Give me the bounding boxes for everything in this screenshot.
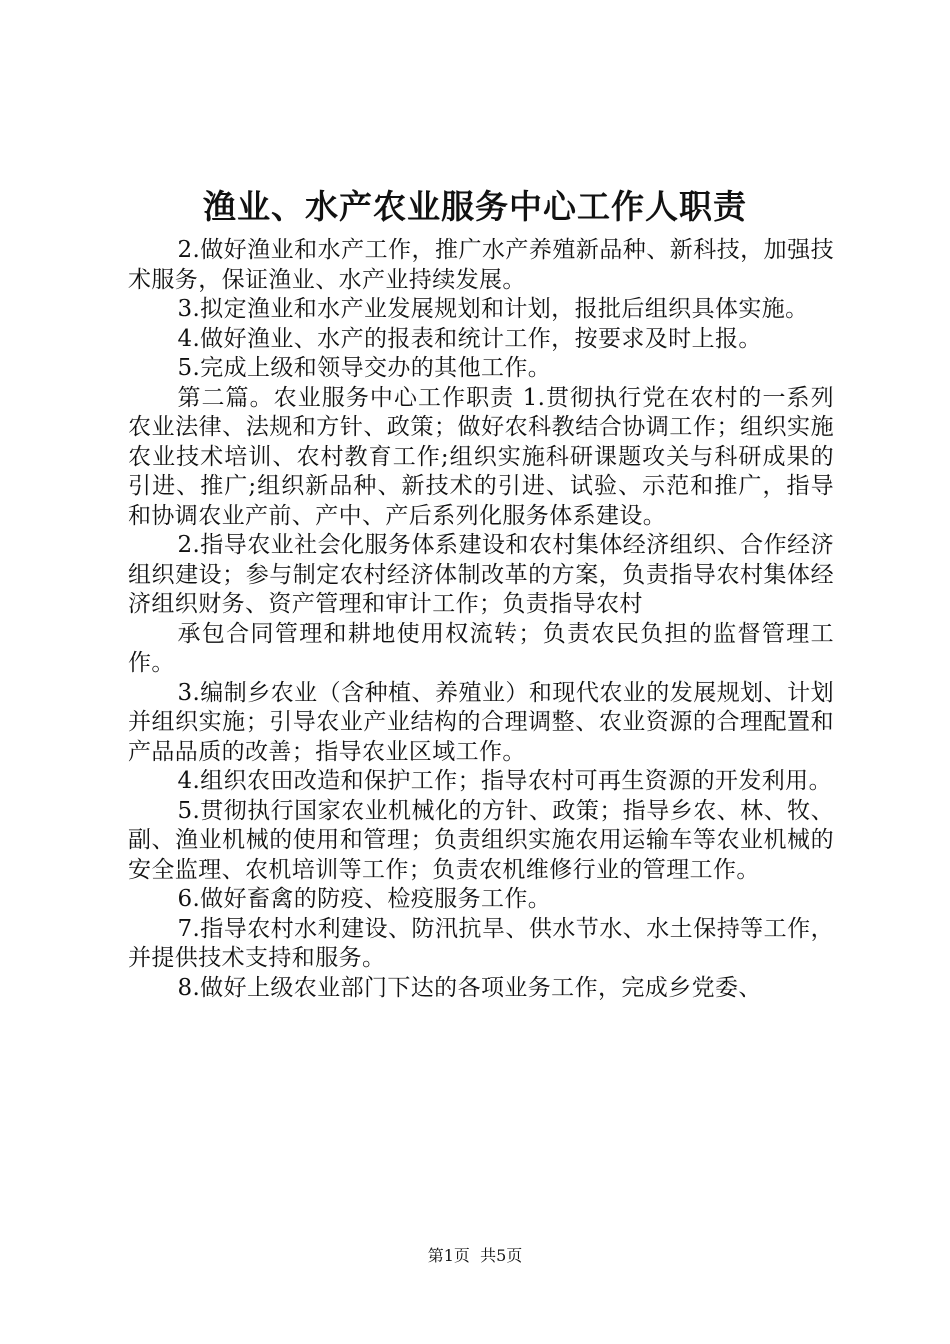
paragraph: 3.拟定渔业和水产业发展规划和计划，报批后组织具体实施。: [177, 296, 809, 322]
paragraph: 8.做好上级农业部门下达的各项业务工作，完成乡党委、: [177, 974, 762, 1001]
paragraph: 7.指导农村水利建设、防汛抗旱、供水节水、水土保持等工作，并提供技术支持和服务。: [128, 915, 834, 971]
paragraph: 3.编制乡农业（含种植、养殖业）和现代农业的发展规划、计划并组织实施；引导农业产业结构的合理调整、农业资源的合理配置和产品品质的改善；指导农业区域工作。: [128, 679, 834, 765]
page-total: 共5页: [480, 1246, 523, 1265]
paragraph: 5.贯彻执行国家农业机械化的方针、政策；指导乡农、林、牧、副、渔业机械的使用和管理；负责组织实施农用运输车等农业机械的安全监理、农机培训等工作；负责农机维修行业的管理工作。: [128, 797, 834, 883]
page-number: 第1页: [427, 1246, 470, 1265]
paragraph: 2.指导农业社会化服务体系建设和农村集体经济组织、合作经济组织建设；参与制定农村经济体制改革的方案，负责指导农村集体经济组织财务、资产管理和审计工作；负责指导农村: [128, 532, 834, 617]
paragraph: 5.完成上级和领导交办的其他工作。: [177, 355, 552, 381]
paragraph: 第二篇。农业服务中心工作职责 1.贯彻执行党在农村的一系列农业法律、法规和方针、政策；做好农科教结合协调工作；组织实施农业技术培训、农村教育工作;组织实施科研课题攻关与科研成果的引进、推广;组织新品种、新技术的引进、试验、示范和推广，指导和协调农业产前、产中、产后系列化服务体系建设。: [128, 384, 834, 529]
paragraph: 6.做好畜禽的防疫、检疫服务工作。: [177, 886, 552, 912]
paragraph: 承包合同管理和耕地使用权流转；负责农民负担的监督管理工作。: [128, 620, 834, 676]
paragraph: 2.做好渔业和水产工作，推广水产养殖新品种、新科技，加强技术服务，保证渔业、水产业持续发展。: [128, 237, 834, 293]
page-footer: [0, 1244, 950, 1268]
document-title: 渔业、水产农业服务中心工作人职责: [203, 187, 747, 226]
paragraph: 4.做好渔业、水产的报表和统计工作，按要求及时上报。: [177, 325, 762, 352]
document-body: [128, 236, 834, 1003]
paragraph: 4.组织农田改造和保护工作；指导农村可再生资源的开发利用。: [177, 768, 832, 794]
